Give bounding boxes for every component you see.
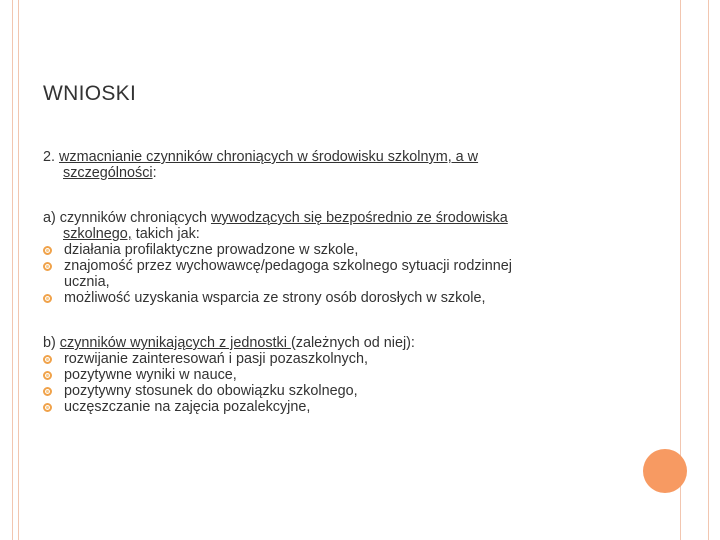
list-item: możliwość uzyskania wsparcia ze strony osób dorosłych w szkole, bbox=[43, 290, 603, 306]
slide-content bbox=[43, 149, 603, 415]
point-2-line-2: szczególności: bbox=[63, 165, 157, 181]
accent-circle bbox=[643, 449, 687, 493]
list-item: znajomość przez wychowawcę/pedagoga szkolnego sytuacji rodzinnej ucznia, bbox=[43, 258, 603, 290]
list-item: działania profilaktyczne prowadzone w szkole, bbox=[43, 242, 603, 258]
list-item: uczęszczanie na zajęcia pozalekcyjne, bbox=[43, 399, 603, 415]
bullet-circle-icon bbox=[43, 403, 52, 412]
slide-title: WNIOSKI bbox=[43, 82, 137, 105]
section-a-list bbox=[43, 242, 603, 306]
bullet-circle-icon bbox=[43, 262, 52, 271]
bullet-circle-icon bbox=[43, 246, 52, 255]
list-item: pozytywne wyniki w nauce, bbox=[43, 367, 603, 383]
section-a-intro-cont: szkolnego, takich jak: bbox=[63, 226, 200, 242]
section-b-intro: b) czynników wynikających z jednostki (zależnych od niej): bbox=[43, 335, 415, 351]
section-a-intro: a) czynników chroniących wywodzących się bezpośrednio ze środowiska bbox=[43, 210, 508, 226]
section-b-list bbox=[43, 351, 603, 415]
point-2-line-1: 2. wzmacnianie czynników chroniących w środowisku szkolnym, a w bbox=[43, 149, 479, 165]
bullet-circle-icon bbox=[43, 371, 52, 380]
bullet-circle-icon bbox=[43, 387, 52, 396]
point-2-underlined: wzmacnianie czynników chroniących w środowisku szkolnym, a w bbox=[59, 149, 479, 165]
bullet-circle-icon bbox=[43, 355, 52, 364]
list-item: pozytywny stosunek do obowiązku szkolnego, bbox=[43, 383, 603, 399]
list-item: rozwijanie zainteresowań i pasji pozaszkolnych, bbox=[43, 351, 603, 367]
bullet-circle-icon bbox=[43, 294, 52, 303]
